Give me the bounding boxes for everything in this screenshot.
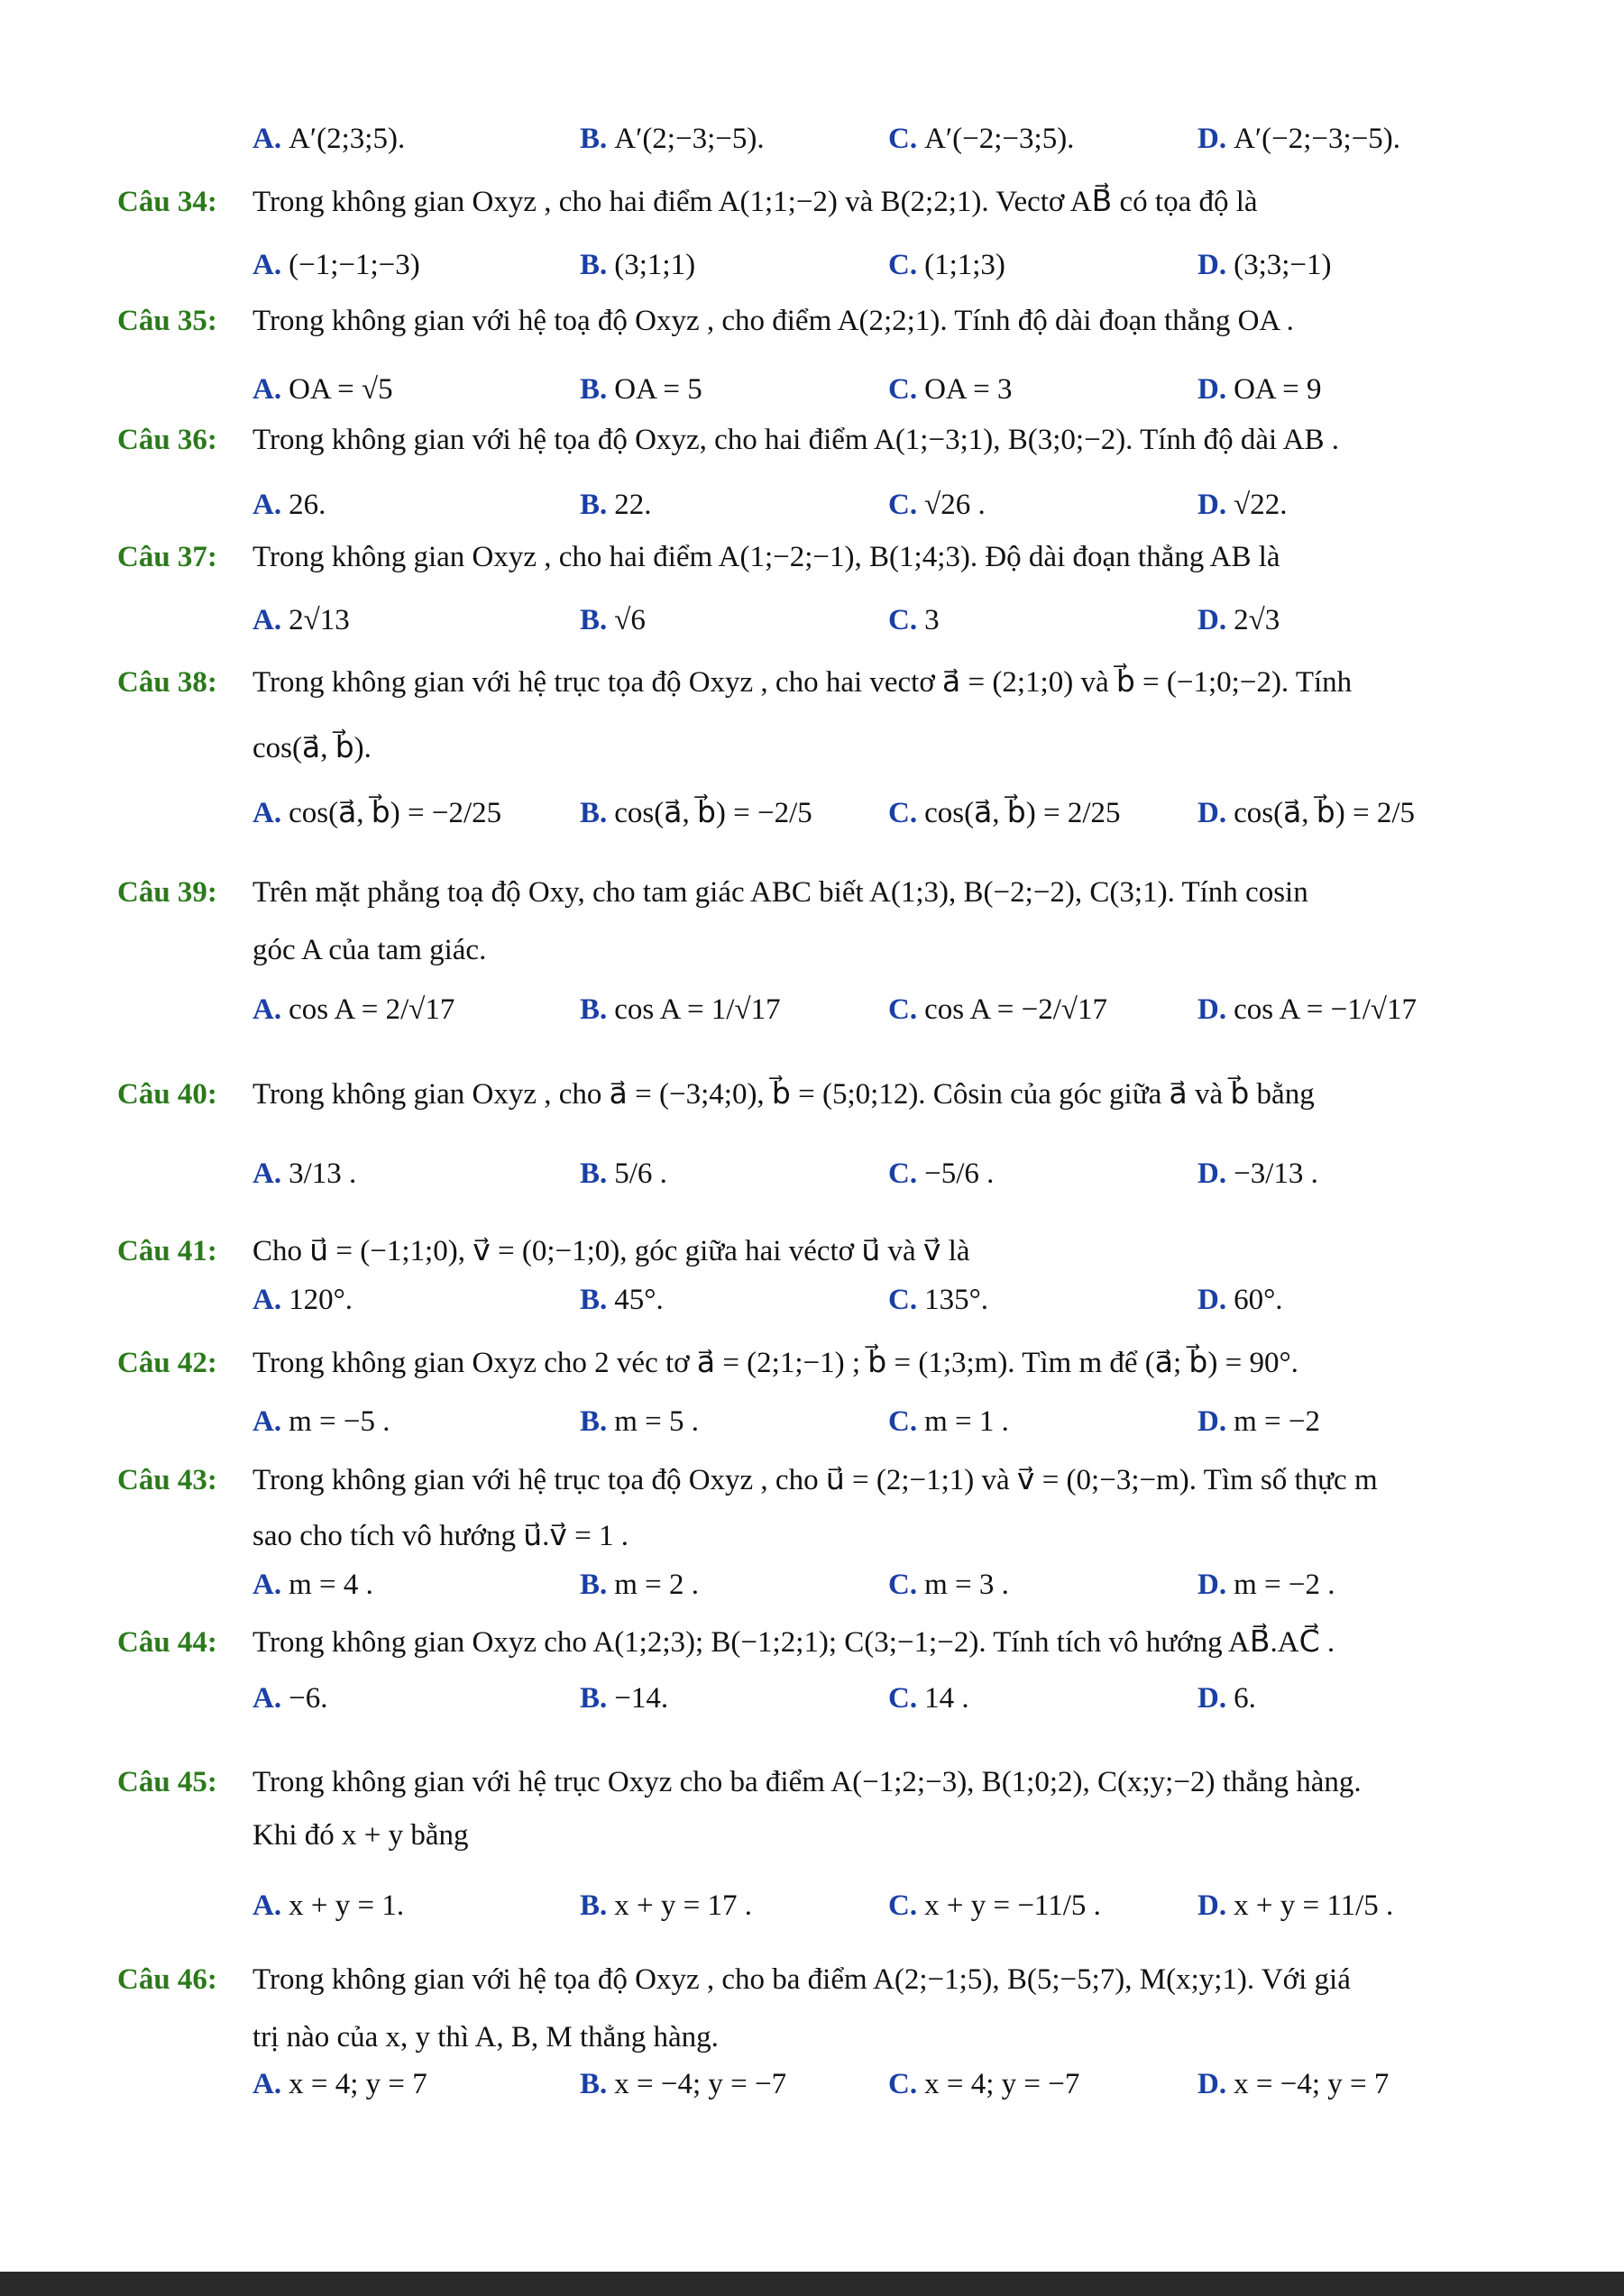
question-continuation: sao cho tích vô hướng u⃗.v⃗ = 1 .	[252, 1520, 629, 1552]
option-d	[1197, 1679, 1256, 1718]
option-a	[252, 793, 501, 833]
option-text: −3/13 .	[1234, 1157, 1318, 1190]
question-text: Cho u⃗ = (−1;1;0), v⃗ = (0;−1;0), góc giữa hai véctơ u⃗ và v⃗ là	[252, 1235, 970, 1267]
option-letter: D.	[1197, 249, 1227, 281]
question-text: Trong không gian với hệ trục tọa độ Oxyz , cho u⃗ = (2;−1;1) và v⃗ = (0;−3;−m). Tìm số thực m	[252, 1464, 1378, 1496]
option-letter: C.	[888, 1682, 918, 1715]
option-text: m = −2	[1234, 1405, 1320, 1438]
option-c	[888, 793, 1121, 833]
option-letter: C.	[888, 1889, 918, 1922]
option-text: 3/13 .	[289, 1157, 357, 1190]
option-text: x + y = −11/5 .	[924, 1889, 1101, 1922]
option-letter: B.	[580, 1284, 608, 1316]
option-letter: A.	[252, 1569, 282, 1601]
option-text: OA = 3	[924, 373, 1013, 406]
option-letter: A.	[252, 2068, 282, 2100]
option-a	[252, 1154, 356, 1194]
question-continuation: góc A của tam giác.	[252, 934, 487, 966]
question-text: Trong không gian Oxyz , cho a⃗ = (−3;4;0), b⃗ = (5;0;12). Côsin của góc giữa a⃗ và b⃗ bằng	[252, 1078, 1315, 1111]
option-text: m = 4 .	[289, 1569, 373, 1601]
option-text: (3;1;1)	[614, 249, 696, 281]
option-a	[252, 245, 420, 285]
option-text: cos(a⃗, b⃗) = 2/5	[1234, 797, 1416, 829]
option-text: x + y = 17 .	[614, 1889, 752, 1922]
option-letter: C.	[888, 123, 918, 155]
option-text: m = 5 .	[614, 1405, 700, 1438]
option-letter: D.	[1197, 373, 1227, 406]
option-text: cos A = −1/√17	[1234, 993, 1418, 1026]
option-text: √6	[614, 604, 646, 636]
option-text: x = 4; y = 7	[289, 2068, 427, 2100]
option-c	[888, 1565, 1009, 1605]
option-letter: A.	[252, 1405, 282, 1438]
option-letter: C.	[888, 2068, 918, 2100]
option-letter: D.	[1197, 1682, 1227, 1715]
option-letter: D.	[1197, 1157, 1227, 1190]
question-text: Trong không gian với hệ trục Oxyz cho ba điểm A(−1;2;−3), B(1;0;2), C(x;y;−2) thẳng hàng.	[252, 1766, 1362, 1798]
question-text: Trong không gian với hệ toạ độ Oxyz , cho điểm A(2;2;1). Tính độ dài đoạn thẳng OA .	[252, 305, 1294, 337]
option-text: A′(2;3;5).	[289, 123, 406, 155]
option-text: OA = √5	[289, 373, 393, 406]
option-b	[580, 119, 765, 159]
option-text: 45°.	[614, 1284, 664, 1316]
option-letter: C.	[888, 489, 918, 521]
option-letter: A.	[252, 1889, 282, 1922]
option-b	[580, 600, 646, 640]
option-letter: D.	[1197, 1284, 1227, 1316]
option-letter: C.	[888, 604, 918, 636]
question-text: Trong không gian Oxyz cho A(1;2;3); B(−1;2;1); C(3;−1;−2). Tính tích vô hướng AB⃗.AC⃗ .	[252, 1626, 1335, 1659]
option-letter: C.	[888, 797, 918, 829]
option-letter: C.	[888, 1405, 918, 1438]
option-letter: A.	[252, 604, 282, 636]
option-text: 60°.	[1234, 1284, 1283, 1316]
option-text: A′(2;−3;−5).	[614, 123, 765, 155]
option-c	[888, 2064, 1079, 2104]
option-a	[252, 2064, 427, 2104]
option-c	[888, 1402, 1009, 1441]
option-b	[580, 793, 812, 833]
option-letter: B.	[580, 2068, 608, 2100]
option-text: m = 3 .	[924, 1569, 1009, 1601]
option-c	[888, 370, 1013, 409]
option-text: −6.	[289, 1682, 328, 1715]
option-letter: B.	[580, 1157, 608, 1190]
option-text: cos A = −2/√17	[924, 993, 1108, 1026]
option-letter: C.	[888, 1569, 918, 1601]
question-label: Câu 40:	[117, 1078, 217, 1111]
option-text: 5/6 .	[614, 1157, 667, 1190]
option-letter: A.	[252, 1682, 282, 1715]
option-letter: D.	[1197, 2068, 1227, 2100]
option-b	[580, 370, 702, 409]
option-letter: B.	[580, 797, 608, 829]
option-d	[1197, 370, 1322, 409]
question-label: Câu 38:	[117, 666, 217, 699]
option-letter: C.	[888, 1284, 918, 1316]
option-d	[1197, 485, 1287, 525]
option-letter: B.	[580, 489, 608, 521]
option-letter: C.	[888, 249, 918, 281]
option-d	[1197, 1886, 1393, 1926]
option-d	[1197, 793, 1415, 833]
option-text: (1;1;3)	[924, 249, 1005, 281]
option-text: cos A = 1/√17	[614, 993, 781, 1026]
option-d	[1197, 990, 1417, 1029]
question-text: Trong không gian Oxyz , cho hai điểm A(1;1;−2) và B(2;2;1). Vectơ AB⃗ có tọa độ là	[252, 186, 1258, 218]
option-a	[252, 990, 454, 1029]
question-text: Trong không gian Oxyz cho 2 véc tơ a⃗ = (2;1;−1) ; b⃗ = (1;3;m). Tìm m để (a⃗; b⃗) = 90°.	[252, 1347, 1298, 1379]
option-b	[580, 2064, 786, 2104]
question-label: Câu 36:	[117, 424, 217, 456]
option-text: x + y = 11/5 .	[1234, 1889, 1394, 1922]
option-b	[580, 1154, 667, 1194]
option-a	[252, 1402, 390, 1441]
option-d	[1197, 1154, 1318, 1194]
option-text: A′(−2;−3;−5).	[1234, 123, 1401, 155]
option-text: x + y = 1.	[289, 1889, 405, 1922]
option-c	[888, 1886, 1101, 1926]
option-c	[888, 1679, 969, 1718]
question-text: Trong không gian với hệ trục tọa độ Oxyz , cho hai vectơ a⃗ = (2;1;0) và b⃗ = (−1;0;−2). Tính	[252, 666, 1353, 699]
option-letter: B.	[580, 1682, 608, 1715]
option-text: 2√13	[289, 604, 350, 636]
option-letter: C.	[888, 1157, 918, 1190]
option-c	[888, 245, 1005, 285]
question-label: Câu 41:	[117, 1235, 217, 1267]
option-text: A′(−2;−3;5).	[924, 123, 1075, 155]
option-text: m = −5 .	[289, 1405, 390, 1438]
option-text: OA = 5	[614, 373, 702, 406]
option-a	[252, 1280, 353, 1320]
option-text: 26.	[289, 489, 326, 521]
option-letter: D.	[1197, 993, 1227, 1026]
question-label: Câu 45:	[117, 1766, 217, 1798]
option-b	[580, 990, 781, 1029]
option-text: √26 .	[924, 489, 986, 521]
option-letter: D.	[1197, 123, 1227, 155]
question-text: Trong không gian với hệ tọa độ Oxyz, cho hai điểm A(1;−3;1), B(3;0;−2). Tính độ dài AB .	[252, 424, 1339, 456]
option-text: 120°.	[289, 1284, 353, 1316]
option-text: x = −4; y = 7	[1234, 2068, 1390, 2100]
option-c	[888, 990, 1107, 1029]
option-letter: A.	[252, 123, 282, 155]
question-text: Trong không gian với hệ tọa độ Oxyz , cho ba điểm A(2;−1;5), B(5;−5;7), M(x;y;1). Với giá	[252, 1963, 1351, 1996]
option-letter: B.	[580, 373, 608, 406]
option-letter: D.	[1197, 797, 1227, 829]
option-b	[580, 1565, 699, 1605]
option-c	[888, 1154, 994, 1194]
option-letter: B.	[580, 1889, 608, 1922]
option-letter: D.	[1197, 489, 1227, 521]
option-letter: A.	[252, 993, 282, 1026]
question-label: Câu 35:	[117, 305, 217, 337]
option-a	[252, 1679, 327, 1718]
option-b	[580, 1402, 699, 1441]
option-letter: B.	[580, 249, 608, 281]
question-label: Câu 44:	[117, 1626, 217, 1659]
option-letter: B.	[580, 1569, 608, 1601]
question-label: Câu 39:	[117, 876, 217, 909]
option-a	[252, 1565, 373, 1605]
option-d	[1197, 1402, 1320, 1441]
option-a	[252, 370, 393, 409]
question-continuation: cos(a⃗, b⃗).	[252, 732, 372, 764]
option-text: √22.	[1234, 489, 1288, 521]
question-label: Câu 42:	[117, 1347, 217, 1379]
footer-bar	[0, 2272, 1624, 2296]
option-b	[580, 485, 652, 525]
option-b	[580, 1886, 752, 1926]
option-d	[1197, 119, 1400, 159]
option-text: 2√3	[1234, 604, 1280, 636]
option-text: cos A = 2/√17	[289, 993, 455, 1026]
option-text: m = 1 .	[924, 1405, 1009, 1438]
option-c	[888, 1280, 988, 1320]
option-letter: B.	[580, 1405, 608, 1438]
option-text: x = 4; y = −7	[924, 2068, 1080, 2100]
question-label: Câu 37:	[117, 541, 217, 573]
option-d	[1197, 1280, 1283, 1320]
option-text: −5/6 .	[924, 1157, 995, 1190]
option-text: m = −2 .	[1234, 1569, 1335, 1601]
option-text: cos(a⃗, b⃗) = −2/5	[614, 797, 812, 829]
option-a	[252, 1886, 404, 1926]
option-b	[580, 245, 695, 285]
option-text: OA = 9	[1234, 373, 1322, 406]
option-letter: D.	[1197, 1405, 1227, 1438]
option-letter: A.	[252, 1284, 282, 1316]
question-continuation: Khi đó x + y bằng	[252, 1819, 469, 1852]
question-label: Câu 46:	[117, 1963, 217, 1996]
option-text: −14.	[614, 1682, 669, 1715]
option-text: (3;3;−1)	[1234, 249, 1332, 281]
option-letter: C.	[888, 373, 918, 406]
option-text: 135°.	[924, 1284, 989, 1316]
option-text: x = −4; y = −7	[614, 2068, 787, 2100]
option-text: (−1;−1;−3)	[289, 249, 420, 281]
option-letter: B.	[580, 604, 608, 636]
option-text: 3	[924, 604, 940, 636]
option-letter: A.	[252, 1157, 282, 1190]
question-text: Trong không gian Oxyz , cho hai điểm A(1;−2;−1), B(1;4;3). Độ dài đoạn thẳng AB là	[252, 541, 1280, 573]
option-letter: D.	[1197, 1569, 1227, 1601]
option-a	[252, 600, 350, 640]
question-continuation: trị nào của x, y thì A, B, M thẳng hàng.	[252, 2021, 719, 2054]
question-label: Câu 34:	[117, 186, 217, 218]
option-letter: A.	[252, 373, 282, 406]
option-a	[252, 119, 405, 159]
option-b	[580, 1280, 664, 1320]
question-text: Trên mặt phẳng toạ độ Oxy, cho tam giác ABC biết A(1;3), B(−2;−2), C(3;1). Tính cosin	[252, 876, 1308, 909]
option-letter: B.	[580, 993, 608, 1026]
option-c	[888, 119, 1074, 159]
option-d	[1197, 2064, 1389, 2104]
option-text: cos(a⃗, b⃗) = 2/25	[924, 797, 1121, 829]
option-text: 6.	[1234, 1682, 1256, 1715]
option-letter: A.	[252, 797, 282, 829]
option-text: 14 .	[924, 1682, 969, 1715]
option-a	[252, 485, 326, 525]
option-c	[888, 485, 986, 525]
option-d	[1197, 1565, 1335, 1605]
question-label: Câu 43:	[117, 1464, 217, 1496]
option-letter: A.	[252, 249, 282, 281]
option-text: m = 2 .	[614, 1569, 700, 1601]
option-letter: A.	[252, 489, 282, 521]
option-d	[1197, 600, 1280, 640]
option-c	[888, 600, 940, 640]
option-text: cos(a⃗, b⃗) = −2/25	[289, 797, 502, 829]
option-b	[580, 1679, 668, 1718]
option-letter: B.	[580, 123, 608, 155]
option-d	[1197, 245, 1332, 285]
option-text: 22.	[614, 489, 652, 521]
option-letter: D.	[1197, 1889, 1227, 1922]
option-letter: D.	[1197, 604, 1227, 636]
option-letter: C.	[888, 993, 918, 1026]
